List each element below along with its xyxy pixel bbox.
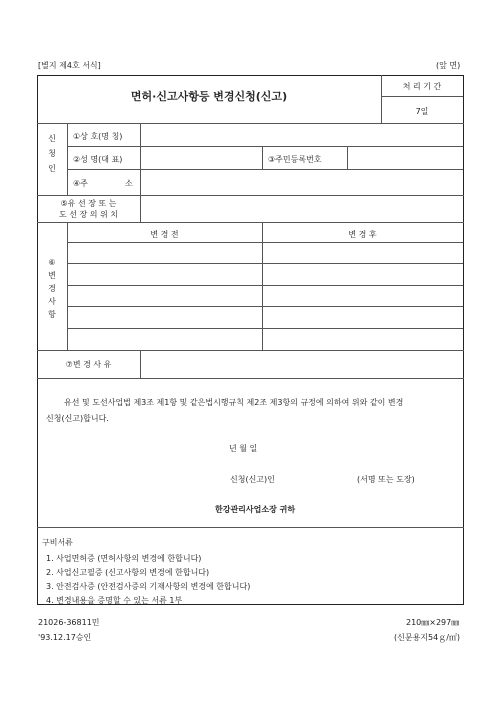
address-label: ④주 — [73, 179, 88, 188]
documents-top-line — [37, 527, 464, 528]
statement-line-2: 신청(신고)합니다. — [46, 414, 109, 423]
resident-number-field[interactable] — [348, 147, 463, 169]
applicant-col-line — [67, 123, 68, 195]
processing-divider — [381, 96, 463, 97]
approval-date: '93.12.17승인 — [38, 633, 92, 642]
representative-name-field[interactable] — [141, 147, 262, 169]
required-document-item: 2. 사업신고필증 (신고사항의 변경에 한합니다) — [46, 568, 210, 577]
required-document-item: 4. 변경내용을 증명할 수 있는 서류 1부 — [46, 596, 183, 605]
form-code: 21026-36811민 — [38, 618, 100, 627]
frame-right — [463, 75, 464, 605]
processing-period-label: 처 리 기 간 — [402, 82, 442, 91]
before-change-field[interactable] — [68, 243, 262, 349]
statement-top-line — [37, 378, 464, 379]
page-side-label: (앞 면) — [436, 61, 461, 70]
required-document-item: 3. 안전검사증 (안전검사증의 기재사항의 변경에 한합니다) — [46, 582, 251, 591]
trade-name-label: ①상 호(명 칭) — [73, 132, 123, 141]
form-number: [별지 제4호 서식] — [38, 61, 101, 70]
paper-type: (신문용지54ｇ/㎡) — [394, 633, 461, 642]
frame-top — [37, 75, 464, 76]
after-change-field[interactable] — [263, 243, 463, 349]
trade-name-field[interactable] — [141, 124, 463, 146]
required-document-item: 1. 사업면허증 (면허사항의 변경에 한합니다) — [46, 554, 202, 563]
change-reason-label: ⑦변 경 사 유 — [65, 360, 112, 369]
change-reason-field[interactable] — [141, 351, 463, 378]
changes-section-label: ⑥ 변 경 사 항 — [48, 258, 56, 319]
paper-size: 210㎜×297㎜ — [406, 618, 460, 627]
form-title: 면허·신고사항등 변경신청(신고) — [130, 90, 288, 103]
address-field[interactable] — [141, 170, 463, 194]
representative-name-label: ②성 명(대 표) — [73, 155, 123, 164]
recipient-label: 한강관리사업소장 귀하 — [215, 505, 296, 514]
name-id-divider-1 — [262, 146, 263, 169]
ferry-location-field[interactable] — [141, 196, 463, 222]
applicant-section-label: 신 청 인 — [48, 134, 56, 173]
required-documents-title: 구비서류 — [42, 538, 73, 547]
statement-line-1: 유선 및 도선사업법 제3조 제1항 및 같은법시행규칙 제2조 제3항의 규정에 의하여 위와 같이 변경 — [64, 398, 404, 407]
after-change-header: 변 경 후 — [348, 230, 377, 239]
processing-period-value: 7일 — [415, 107, 429, 116]
resident-number-label: ③주민등록번호 — [268, 155, 322, 164]
applicant-signature-label: 신청(신고)인 — [230, 475, 275, 484]
before-change-header: 변 경 전 — [150, 230, 179, 239]
signature-or-seal-label: (서명 또는 도장) — [357, 475, 415, 484]
changes-top-line — [37, 222, 464, 223]
address-label-end: 소 — [125, 179, 133, 188]
date-line: 년 월 일 — [229, 444, 258, 453]
ferry-location-label: ⑤유 선 장 또 는 도 선 장 의 위 치 — [58, 199, 119, 219]
